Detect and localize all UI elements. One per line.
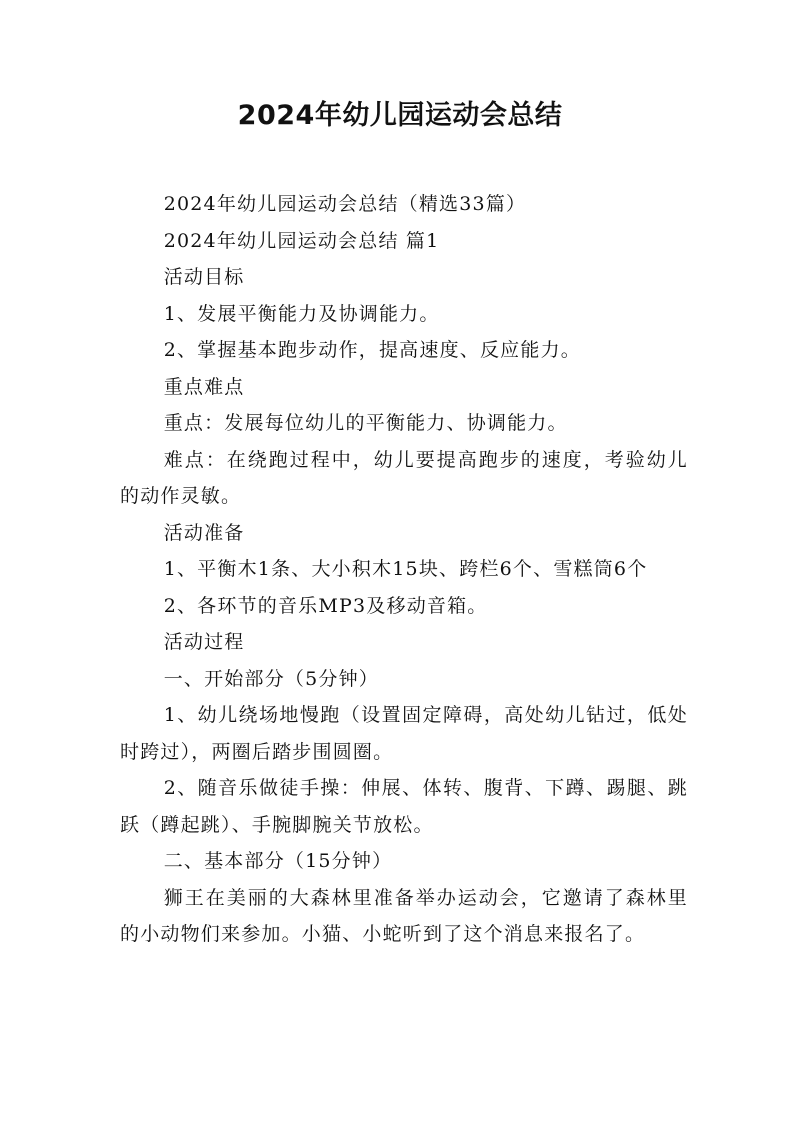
document-body [120, 186, 688, 953]
paragraph-basic-part: 二、基本部分（15分钟） [163, 850, 393, 872]
paragraph-difficulty: 难点：在绕跑过程中，幼儿要提高跑步的速度，考验幼儿的动作灵敏。 [120, 448, 688, 507]
paragraph-section-process: 活动过程 [163, 631, 245, 653]
paragraph-opening-part: 一、开始部分（5分钟） [163, 667, 379, 690]
paragraph-story: 狮王在美丽的大森林里准备举办运动会，它邀请了森林里的小动物们来参加。小猫、小蛇听到了这个消息来报名了。 [120, 886, 688, 945]
paragraph-section-goals: 活动目标 [163, 266, 245, 288]
paragraph-section-key-points: 重点难点 [163, 375, 245, 398]
paragraph-opening-step-2: 2、随音乐做徒手操：伸展、体转、腹背、下蹲、踢腿、跳跃（蹲起跳）、手腕脚腕关节放松。 [120, 777, 688, 836]
paragraph-opening-step-1: 1、幼儿绕场地慢跑（设置固定障碍，高处幼儿钻过，低处时跨过），两圈后踏步围圆圈。 [120, 704, 688, 763]
paragraph-key-point: 重点：发展每位幼儿的平衡能力、协调能力。 [163, 412, 568, 434]
paragraph-preparation-1: 1、平衡木1条、大小积木15块、跨栏6个、雪糕筒6个 [163, 558, 648, 580]
paragraph-collection-title: 2024年幼儿园运动会总结（精选33篇） [163, 193, 527, 215]
paragraph-article-heading: 2024年幼儿园运动会总结 篇1 [163, 229, 440, 252]
paragraph-goal-2: 2、掌握基本跑步动作，提高速度、反应能力。 [163, 339, 581, 361]
document-title: 2024年幼儿园运动会总结 [237, 100, 563, 131]
paragraph-goal-1: 1、发展平衡能力及协调能力。 [163, 302, 440, 325]
paragraph-section-preparation: 活动准备 [163, 521, 245, 544]
paragraph-preparation-2: 2、各环节的音乐MP3及移动音箱。 [163, 594, 488, 617]
